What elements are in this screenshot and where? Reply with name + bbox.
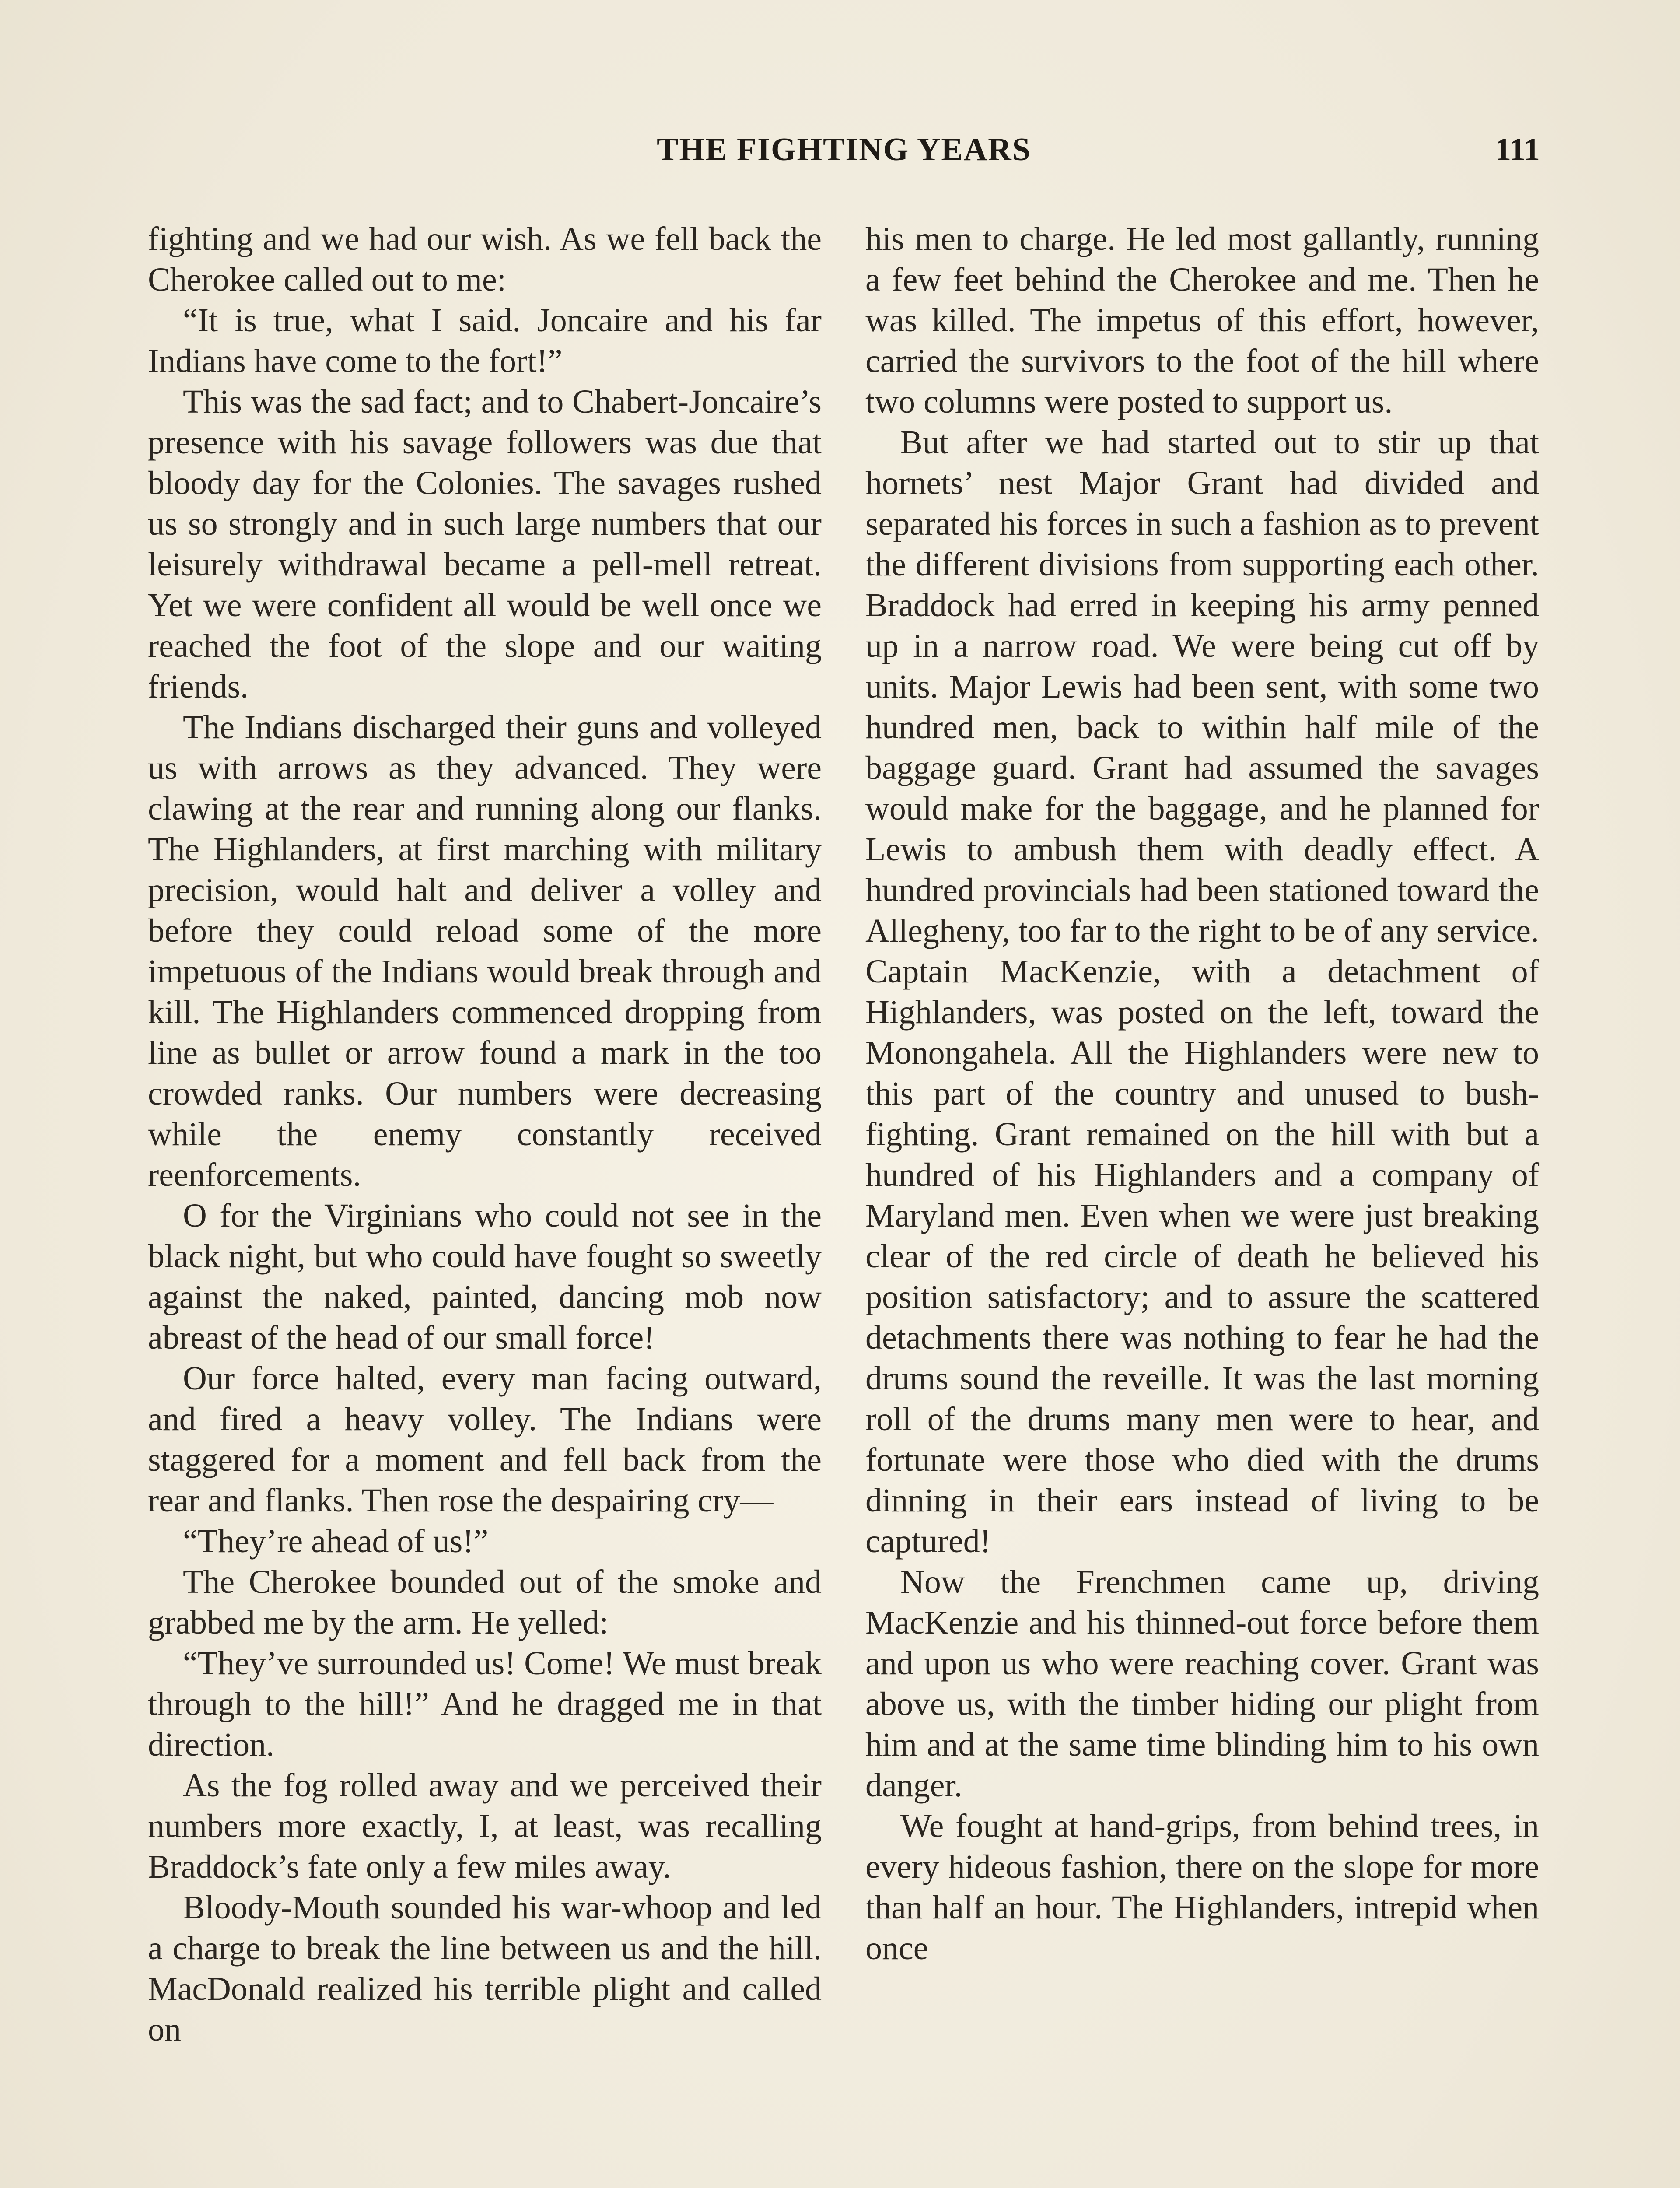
paragraph: Bloody-Mouth sounded his war-whoop and led a charge to break the line between us and the hill. MacDonald realized his terrible plight and called on [148, 1889, 822, 2048]
paragraph: But after we had started out to stir up that hornets’ nest Major Grant had divided and separated his forces in such a fashion as to prevent the different divisions from supporting each other. Braddock had erred in keeping his army penned up in a narrow road. We were being cut off by units. Major Lewis had been sent, with some two hundred men, back to within half mile of the baggage guard. Grant had assumed the savages would make for the baggage, and he planned for Lewis to ambush them with deadly effect. A hundred provincials had been stationed toward the Allegheny, too far to the right to be of any service. Captain MacKenzie, with a detachment of Highlanders, was posted on the left, toward the Monongahela. All the Highlanders were new to this part of the country and unused to bush-fighting. Grant remained on the hill with but a hundred of his Highlanders and a company of Maryland men. Even when we were just breaking clear of the red circle of death he believed his position satisfactory; and to assure the scattered detachments there was nothing to fear he had the drums sound the reveille. It was the last morning roll of the drums many men were to hear, and fortunate were those who died with the drums dinning in their ears instead of living to be captured! [865, 424, 1539, 1560]
paragraph: Our force halted, every man facing outward, and fired a heavy volley. The Indians were staggered for a moment and fell back from the rear and flanks. Then rose the despairing cry— [148, 1360, 822, 1519]
paragraph: “They’ve surrounded us! Come! We must break through to the hill!” And he dragged me in that direction. [148, 1645, 822, 1763]
paragraph: We fought at hand-grips, from behind trees, in every hideous fashion, there on the slope for more than half an hour. The Highlanders, intrepid when once [865, 1808, 1539, 1967]
paragraph: O for the Virginians who could not see in the black night, but who could have fought so sweetly against the naked, painted, dancing mob now abreast of the head of our small force! [148, 1197, 822, 1356]
paragraph: “It is true, what I said. Joncaire and his far Indians have come to the fort!” [148, 302, 822, 379]
paragraph: Now the Frenchmen came up, driving MacKenzie and his thinned-out force before them and upon us who were reaching cover. Grant was above us, with the timber hiding our plight from him and at the same time blinding him to his own danger. [865, 1564, 1539, 1804]
paragraph: fighting and we had our wish. As we fell back the Cherokee called out to me: [148, 221, 822, 298]
right-column [865, 219, 1539, 1969]
left-column [148, 219, 822, 2050]
paragraph: The Indians discharged their guns and volleyed us with arrows as they advanced. They were clawing at the rear and running along our flanks. The Highlanders, at first marching with military precision, would halt and deliver a volley and before they could reload some of the more impetuous of the Indians would break through and kill. The Highlanders commenced dropping from line as bullet or arrow found a mark in the too crowded ranks. Our numbers were decreasing while the enemy constantly received reenforcements. [148, 709, 822, 1193]
paragraph: This was the sad fact; and to Chabert-Joncaire’s presence with his savage followers was due that bloody day for the Colonies. The savages rushed us so strongly and in such large numbers that our leisurely withdrawal became a pell-mell retreat. Yet we were confident all would be well once we reached the foot of the slope and our waiting friends. [148, 383, 822, 705]
page-header [148, 131, 1540, 179]
page-number: 111 [1495, 132, 1540, 168]
paragraph: As the fog rolled away and we perceived their numbers more exactly, I, at least, was recalling Braddock’s fate only a few miles away. [148, 1767, 822, 1885]
paragraph: his men to charge. He led most gallantly, running a few feet behind the Cherokee and me. Then he was killed. The impetus of this effort, however, carried the survivors to the foot of the hill where two columns were posted to support us. [865, 221, 1539, 420]
paragraph: “They’re ahead of us!” [183, 1523, 489, 1560]
paragraph: The Cherokee bounded out of the smoke and grabbed me by the arm. He yelled: [148, 1564, 822, 1641]
running-head: THE FIGHTING YEARS [657, 132, 1031, 168]
